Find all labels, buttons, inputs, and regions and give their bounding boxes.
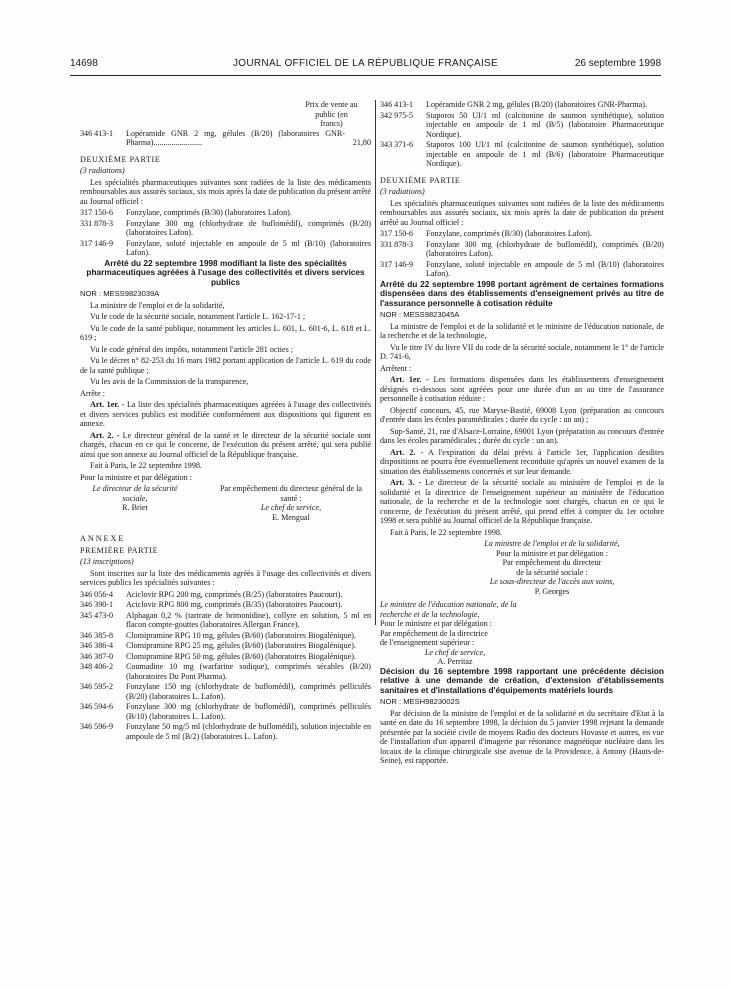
entry-code: 317 146-9	[80, 238, 114, 248]
entry-code: 346 385-8	[80, 630, 114, 640]
visa-line: Vu le décret n° 82-253 du 16 mars 1982 portant application de l'article L. 619 du code de la santé publique ;	[80, 356, 371, 375]
article-label: Art. 2. -	[90, 430, 120, 440]
entry-text: Fonzylane, soluté injectable en ampoule de 5 ml (B/10) (laboratoires Lafon).	[426, 259, 664, 278]
entry-text: Clomipramine RPG 50 mg, gélules (B/60) (laboratoires Biogalénique).	[126, 651, 356, 661]
part-intro: Les spécialités pharmaceutiques suivantes sont radiées de la liste des médicaments remboursables aux assurés sociaux, six mois après la date de publication du présent arrêté au Journal officiel :	[380, 198, 664, 227]
entry-code: 346 413-1	[80, 128, 114, 138]
entry-text: Staporos 100 UI/1 ml (calcitonine de saumon synthétique), solution injectable en ampoule de 1 ml (B/6) (laboratoire Pharmaceutique Nordique).	[426, 140, 664, 168]
price-entry	[80, 129, 371, 148]
article-3	[380, 478, 664, 526]
signatory-name: A. Perritaz	[437, 657, 473, 666]
part-intro: Les spécialités pharmaceutiques suivantes sont radiées de la liste des médicaments remboursables aux assurés sociaux, six mois après la date de publication du présent arrêté au Journal officiel :	[80, 177, 371, 206]
arrete-title: Arrêté du 22 septembre 1998 portant agrément de certaines formations dispensées dans des établissements d'enseignement privés au titre de l'assurance personnelle à cotisation réduite	[380, 278, 664, 308]
list-item	[380, 260, 664, 279]
signature-block	[80, 484, 371, 522]
fait-line: Fait à Paris, le 22 septembre 1998.	[390, 527, 502, 537]
entry-text: Aciclovir RPG 200 mg, comprimés (B/25) (laboratoires Paucourt).	[126, 589, 343, 599]
entry-text: Staporos 50 UI/1 ml (calcitonine de saumon synthétique), solution injectable en ampoule de 1 ml (B/5) (laboratoire Pharmaceutique Nordique).	[426, 110, 664, 139]
signatory-role: Par empêchement du directeur général de la santé :	[219, 484, 363, 503]
issue-date: 26 septembre 1998	[574, 58, 661, 69]
signatory-name: E. Mengual	[272, 512, 310, 522]
entry-code: 346 594-6	[80, 702, 114, 711]
list-item	[80, 702, 371, 721]
part-subtitle: (13 inscriptions)	[80, 557, 134, 566]
list-item	[380, 140, 664, 169]
delegation-line: Par empêchement du directeur	[502, 558, 602, 567]
entry-text: Fonzylane 300 mg (chlorhydrate de buflomédil), comprimés (B/20) (laboratoires Lafon).	[126, 218, 371, 237]
annexe-title: ANNEXE	[80, 534, 126, 543]
entry-text: Lopéramide GNR 2 mg, gélules (B/20) (laboratoires GNR-Pharma)........................	[126, 128, 345, 147]
list-item	[80, 239, 371, 258]
list-item	[80, 611, 371, 630]
article-text: Les formations dispensées dans les établissements d'enseignement désignés ci-dessous sont agréées pour une durée d'un an au titre de l'assurance personnelle à cotisation réduite :	[380, 375, 664, 403]
entry-code: 346 413-1	[380, 100, 414, 109]
signatory-role: Le sous-directeur de l'accès aux soins,	[489, 577, 615, 586]
entry-text: Fonzylane 300 mg (chlorhydrate de buflomédil), comprimés (B/20) (laboratoires Lafon).	[426, 239, 664, 258]
nor-reference: NOR : MESH9823002S	[380, 697, 460, 706]
article-2	[80, 431, 371, 460]
article-1	[80, 400, 371, 429]
part-title: DEUXIÈME PARTIE	[380, 175, 461, 185]
signatory-name: R. Briet	[122, 503, 148, 512]
entry-code: 317 150-6	[380, 229, 414, 238]
entry-text: Fonzylane, comprimés (B/30) (laboratoires Lafon).	[426, 229, 592, 238]
entry-code: 346 596-9	[80, 722, 114, 731]
entry-text: Clomipramine RPG 25 mg, gélules (B/60) (laboratoires Biogalénique).	[126, 641, 356, 650]
visa-line: Vu les avis de la Commission de la transparence,	[90, 377, 249, 386]
list-item	[380, 229, 664, 239]
entry-code: 342 975-5	[380, 110, 414, 120]
arrete-title: Arrêté du 22 septembre 1998 modifiant la liste des spécialités pharmaceutiques agréées à l'usage des collectivités et divers services publics	[86, 257, 365, 287]
entry-code: 346 595-2	[80, 682, 114, 691]
entry-code: 331 878-3	[380, 239, 414, 249]
column-divider	[375, 100, 376, 625]
entry-code: 346 386-4	[80, 641, 114, 650]
list-item	[80, 682, 371, 701]
article-1	[380, 375, 664, 404]
arrete-word: Arrêtent :	[380, 363, 412, 373]
part-subtitle: (3 radiations)	[380, 187, 425, 196]
signatory-role: Le chef de service,	[260, 503, 322, 512]
entry-code: 331 878-3	[80, 218, 114, 228]
journal-title: JOURNAL OFFICIEL DE LA RÉPUBLIQUE FRANÇAISE	[233, 58, 498, 69]
visa-line: Vu le code général des impôts, notamment l'article 281 octies ;	[90, 344, 294, 354]
signatory-role: Le ministre de l'éducation nationale, de la recherche et de la technologie,	[380, 600, 517, 619]
entry-code: 345 473-0	[80, 610, 114, 620]
part-subtitle: (3 radiations)	[80, 166, 125, 175]
visa-line: Vu le code de la sécurité sociale, notamment l'article L. 162-17-1 ;	[90, 312, 306, 321]
entry-code: 346 390-1	[80, 600, 114, 609]
entry-text: Fonzylane 150 mg (chlorhydrate de buflomédil), comprimés pelliculés (B/20) (laboratoires L. Lafon).	[126, 682, 371, 701]
visa-line: La ministre de l'emploi et de la solidarité et le ministre de l'éducation nationale, de la recherche et de la technologie,	[380, 321, 664, 340]
signatory-name: P. Georges	[534, 586, 570, 596]
entry-text: Aciclovir RPG 800 mg, comprimés (B/35) (laboratoires Paucourt).	[126, 600, 343, 609]
signatory-role: La ministre de l'emploi et de la solidarité,	[484, 539, 620, 548]
visa-line: La ministre de l'emploi et de la solidarité,	[90, 300, 225, 310]
price-column-header: Prix de vente au public (en francs)	[305, 100, 358, 128]
list-item	[80, 219, 371, 238]
entry-text: Alphagan 0,2 % (tartrate de brimonidine), collyre en solution, 5 ml en flacon compte-gouttes (laboratoires Allergan France).	[126, 610, 371, 629]
visa-line: Vu le titre IV du livre VII du code de la sécurité sociale, notamment le 1° de l'article D. 741-6,	[380, 342, 664, 361]
fait-line: Fait à Paris, le 22 septembre 1998.	[90, 461, 202, 470]
entry-code: 348 406-2	[80, 662, 114, 671]
article-label: Art. 1er. -	[90, 400, 125, 409]
list-item	[80, 641, 371, 651]
page-header	[70, 58, 661, 74]
delegation-line: Par empêchement de la directrice	[380, 628, 488, 638]
part-title: DEUXIÈME PARTIE	[80, 154, 161, 164]
list-item	[380, 100, 664, 110]
list-item	[80, 662, 371, 681]
delegation-line: de la sécurité sociale :	[516, 567, 588, 577]
delegation-line: Pour la ministre et par délégation :	[496, 548, 608, 558]
article-text: Le directeur de la sécurité sociale au ministère de l'emploi et de la solidarité et la directrice de l'enseignement supérieur au ministère de l'éducation nationale, de la recherche et de la technologie sont chargés, chacun en ce qui le concerne, de l'exécution du présent arrêté, qui prend effet à compter du 1er octobre 1998 et sera publié au Journal officiel de la République française.	[380, 478, 664, 525]
list-item	[80, 652, 371, 662]
decision-title: Décision du 16 septembre 1998 rapportant une précédente décision relative à une demande de création, d'extension d'établissements sanitaires et d'installations d'équipements matériels lourds	[380, 665, 664, 695]
decision-text: Par décision de la ministre de l'emploi et de la solidarité et du secrétaire d'Etat à la santé en date du 16 septembre 1998, la décision du 5 janvier 1998 rejetant la demande présentée par la société civile de moyens Radio des docteurs Hovasse et autres, en vue de l'installation d'un appareil d'imagerie par résonance magnétique nucléaire dans les locaux de la clinique chirurgicale sise avenue de la Providence, à Antony (Hauts-de-Seine), est rapportée.	[380, 708, 664, 765]
article-text: La liste des spécialités pharmaceutiques agréées à l'usage des collectivités et divers services publics est modifiée conformément aux dispositions qui figurent en annexe.	[80, 400, 371, 428]
list-item	[80, 722, 371, 741]
part-intro: Sont inscrites sur la liste des médicaments agréés à l'usage des collectivités et divers services publics les spécialités suivantes :	[80, 568, 371, 587]
entry-code: 346 387-0	[80, 651, 114, 661]
delegation-line: de l'enseignement supérieur :	[380, 638, 475, 647]
delegation-line: Pour le ministre et par délégation :	[380, 619, 492, 628]
nor-reference: NOR : MESS9823039A	[80, 289, 160, 298]
school-item: Objectif concours, 45, rue Maryse-Bastié, 69008 Lyon (préparation au concours d'entrée dans les écoles paramédicales ; durée du cycle : un an) ;	[380, 405, 664, 424]
article-text: Le directeur général de la santé et le directeur de la sécurité sociale sont chargés, chacun en ce qui le concerne, de l'exécution du présent arrêté, qui sera publié ainsi que son annexe au Journal officiel de la République française.	[80, 430, 371, 459]
left-column	[80, 100, 371, 742]
nor-reference: NOR : MESS9823045A	[380, 310, 460, 319]
entry-code: 317 146-9	[380, 259, 414, 269]
article-label: Art. 1er. -	[390, 375, 429, 384]
entry-text: Fonzylane, soluté injectable en ampoule de 5 ml (B/10) (laboratoires Lafon).	[126, 238, 371, 257]
entry-text: Fonzylane 50 mg/5 ml (chlorhydrate de buflomédil), solution injectable en ampoule de 5 ml (B/2) (laboratoires L. Lafon).	[126, 722, 371, 741]
list-item	[380, 240, 664, 259]
article-label: Art. 3. -	[390, 478, 422, 487]
article-2	[380, 448, 664, 477]
entry-code: 317 150-6	[80, 208, 114, 217]
entry-code: 343 371-6	[380, 140, 414, 149]
arrete-word: Arrête :	[80, 388, 105, 398]
list-item	[80, 590, 371, 600]
signature-block	[380, 539, 664, 596]
list-item	[80, 631, 371, 641]
entry-price: 21,80	[352, 138, 371, 147]
right-column	[380, 100, 664, 768]
visa-line: Vu le code de la santé publique, notamment les articles L. 601, L. 601-6, L. 618 et L. 619 ;	[80, 323, 371, 342]
delegation-line: Pour la ministre et par délégation :	[80, 472, 192, 482]
list-item	[380, 111, 664, 140]
signatory-role: Le directeur de la sécurité sociale,	[92, 484, 178, 503]
article-text: A l'expiration du délai prévu à l'article 1er, l'application desdites dispositions ne pourra être éventuellement reconduite qu'après un nouvel examen de la situation des établissements concernés et sur leur demande.	[380, 447, 664, 476]
page-number: 14698	[70, 58, 98, 69]
entry-text: Coumadine 10 mg (warfarine sodique), comprimés sécables (B/20) (laboratoires Du Pont Pharma).	[126, 662, 371, 681]
article-label: Art. 2. -	[390, 447, 424, 457]
list-item	[80, 600, 371, 610]
signatory-role: Le chef de service,	[424, 647, 486, 657]
entry-text: Fonzylane 300 mg (chlorhydrate de buflomédil), comprimés pelliculés (B/10) (laboratoires L. Lafon).	[126, 702, 371, 721]
signature-block	[380, 600, 530, 667]
entry-code: 346 056-4	[80, 589, 114, 599]
entry-text: Lopéramide GNR 2 mg, gélules (B/20) (laboratoires GNR-Pharma).	[426, 100, 647, 109]
header-rule	[70, 75, 661, 76]
school-item: Sup-Santé, 21, rue d'Alsace-Lorraine, 69001 Lyon (préparation au concours d'entrée dans les écoles paramédicales ; durée du cycle : un an).	[380, 426, 664, 445]
list-item	[80, 208, 371, 218]
part-title: PREMIÈRE PARTIE	[80, 545, 159, 555]
entry-text: Clomipramine RPG 10 mg, gélules (B/60) (laboratoires Biogalénique).	[126, 630, 356, 640]
entry-text: Fonzylane, comprimés (B/30) (laboratoires Lafon).	[126, 208, 292, 217]
